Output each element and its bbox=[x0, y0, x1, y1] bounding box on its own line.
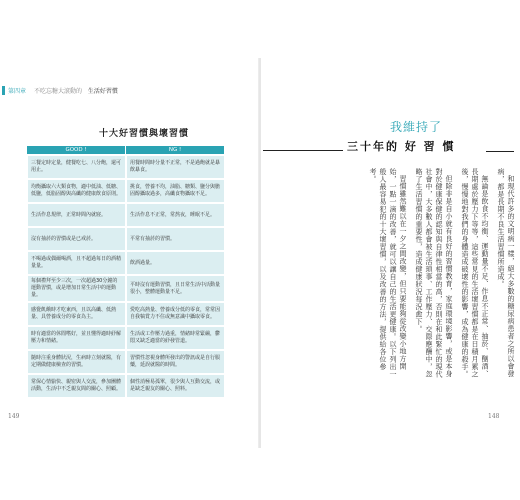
good-habit-cell: 三餐定時定量，健餐吃七、八分飽，還可用止。 bbox=[26, 156, 125, 178]
good-habit-cell: 感覺飢餓時才吃東西，且以高纖、低熱量、具營養成分的零食為主。 bbox=[26, 303, 125, 325]
chapter-header bbox=[2, 86, 118, 95]
habits-table bbox=[26, 144, 224, 399]
table-row bbox=[26, 327, 224, 349]
good-habit-cell: 隨時注重身體狀況，生病時立刻就醫，有定期做健康檢查的習慣。 bbox=[26, 351, 125, 373]
page-number-right: 148 bbox=[488, 413, 500, 420]
table-row bbox=[26, 375, 224, 397]
section-heading-line2: 三十年的 好 習 慣 bbox=[347, 140, 456, 153]
bad-habit-cell: 挑食，營養不均，油脂、糖類、鹽分與膽固醇攝取過多，高纖食物攝取不足。 bbox=[125, 180, 224, 202]
bad-habit-cell: 個性消極易孤單，很少與人互動交流，或是缺乏親友的關心、照料。 bbox=[125, 375, 224, 397]
good-habit-cell: 每個禮拜至少三次，一次超過30分鐘的運動習慣，或是增加日常生活中的運動量。 bbox=[26, 276, 125, 301]
bad-habit-cell: 平時沒有運動習慣，且日常生活中活動量很小，整體運動量不足。 bbox=[125, 276, 224, 301]
table-title: 十大好習慣與壞習慣 bbox=[98, 129, 189, 139]
bad-habit-cell: 生活作息不正常，常熬夜，睡眠不足。 bbox=[125, 204, 224, 226]
body-paragraph: 和現代許多的文明病一樣，絕大多數的糖尿病患者之所以會發病，都是長期不良生活習慣所造成。 bbox=[497, 168, 515, 378]
ng-column-header: NG ! bbox=[125, 146, 224, 154]
table-row bbox=[26, 351, 224, 373]
heading-rule-left bbox=[263, 150, 343, 151]
body-paragraph: 但除非是自小就有良好的習慣教育，家庭環境影響，或是本身對於健康保健的認知與自律性相當的高，否則在和此緊忙的現代社會中，大多數人都會被生活瑣事、工作壓力、交際應酬中，忽略了生活習慣的重要性，造成健康狀況每況愈下。 bbox=[415, 168, 453, 378]
chapter-title: 不吃忘糖大滾動的 bbox=[33, 88, 82, 95]
table-row bbox=[26, 252, 224, 274]
section-heading-line1: 我維持了 bbox=[390, 120, 443, 134]
left-page bbox=[0, 58, 259, 448]
table-row bbox=[26, 180, 224, 202]
heading-rule-right bbox=[486, 151, 514, 152]
good-column-header: GOOD ! bbox=[26, 146, 125, 154]
good-habit-cell: 生活作息規律，正常時間內就寢。 bbox=[26, 204, 125, 226]
vertical-body-text bbox=[290, 168, 516, 378]
table-row bbox=[26, 156, 224, 178]
bad-habit-cell: 習慣性忽視身體所發出的警訊或是自行服藥，延誤就醫的時間。 bbox=[125, 351, 224, 373]
good-habit-cell: 常保心情愉快、親密與人交流，參加團體活動，生活中不乏親友間的關心、照顧。 bbox=[26, 375, 125, 397]
page-number-left: 149 bbox=[8, 413, 20, 420]
table-header-row bbox=[26, 146, 224, 154]
good-habit-cell: 均衡攝取六大類食物，適中低油、低糖、低鹽，低脂固醇與高纖的健康飲食原則。 bbox=[26, 180, 125, 202]
table-row bbox=[26, 228, 224, 250]
bad-habit-cell: 飲酒過量。 bbox=[125, 252, 224, 274]
body-paragraph: 無論是飲食不均衡、運動量不足、作息不正常、抽菸、酗酒、長期處於壓力下等等，這些常見的生活壞習慣都是在日積月累之後，慢慢地對我們的身體造成破壞性的影響，成為健康的殺手。 bbox=[461, 168, 489, 378]
bad-habit-cell: 生活或工作壓力過重，情緒時常緊繃，鬱悶又缺乏適當的紓發管道。 bbox=[125, 327, 224, 349]
table-row bbox=[26, 276, 224, 301]
table-row bbox=[26, 204, 224, 226]
bad-habit-cell: 愛吃高熱量、營養成分低的零食，常常因自我犒賞力不住或無意識中攝取零食。 bbox=[125, 303, 224, 325]
body-paragraph: 習慣雖然難以在一夕之間改變，但只要能夠從改變小地方開始，一點一滴的改善，就可以讓自己的生活更健康。以下列出一般人最容易犯的十大壞習慣，以及改善的方法，提供給各位參考。 bbox=[369, 168, 407, 378]
good-habit-cell: 時有適當的休閒嗜好，並且懂得適時紓解壓力和情緒。 bbox=[26, 327, 125, 349]
good-habit-cell: 不喝過或偶爾喝酒，且不超過每日的酒精量量。 bbox=[26, 252, 125, 274]
good-habit-cell: 沒有抽菸的習慣或是已戒菸。 bbox=[26, 228, 125, 250]
table-row bbox=[26, 303, 224, 325]
chapter-label: 第四章 bbox=[8, 88, 27, 95]
bad-habit-cell: 用餐時間時分量不正常，不是過飽就是暴飲暴食。 bbox=[125, 156, 224, 178]
chapter-subtitle: 生活好習慣 bbox=[87, 88, 118, 95]
bad-habit-cell: 平常有抽菸的習慣。 bbox=[125, 228, 224, 250]
